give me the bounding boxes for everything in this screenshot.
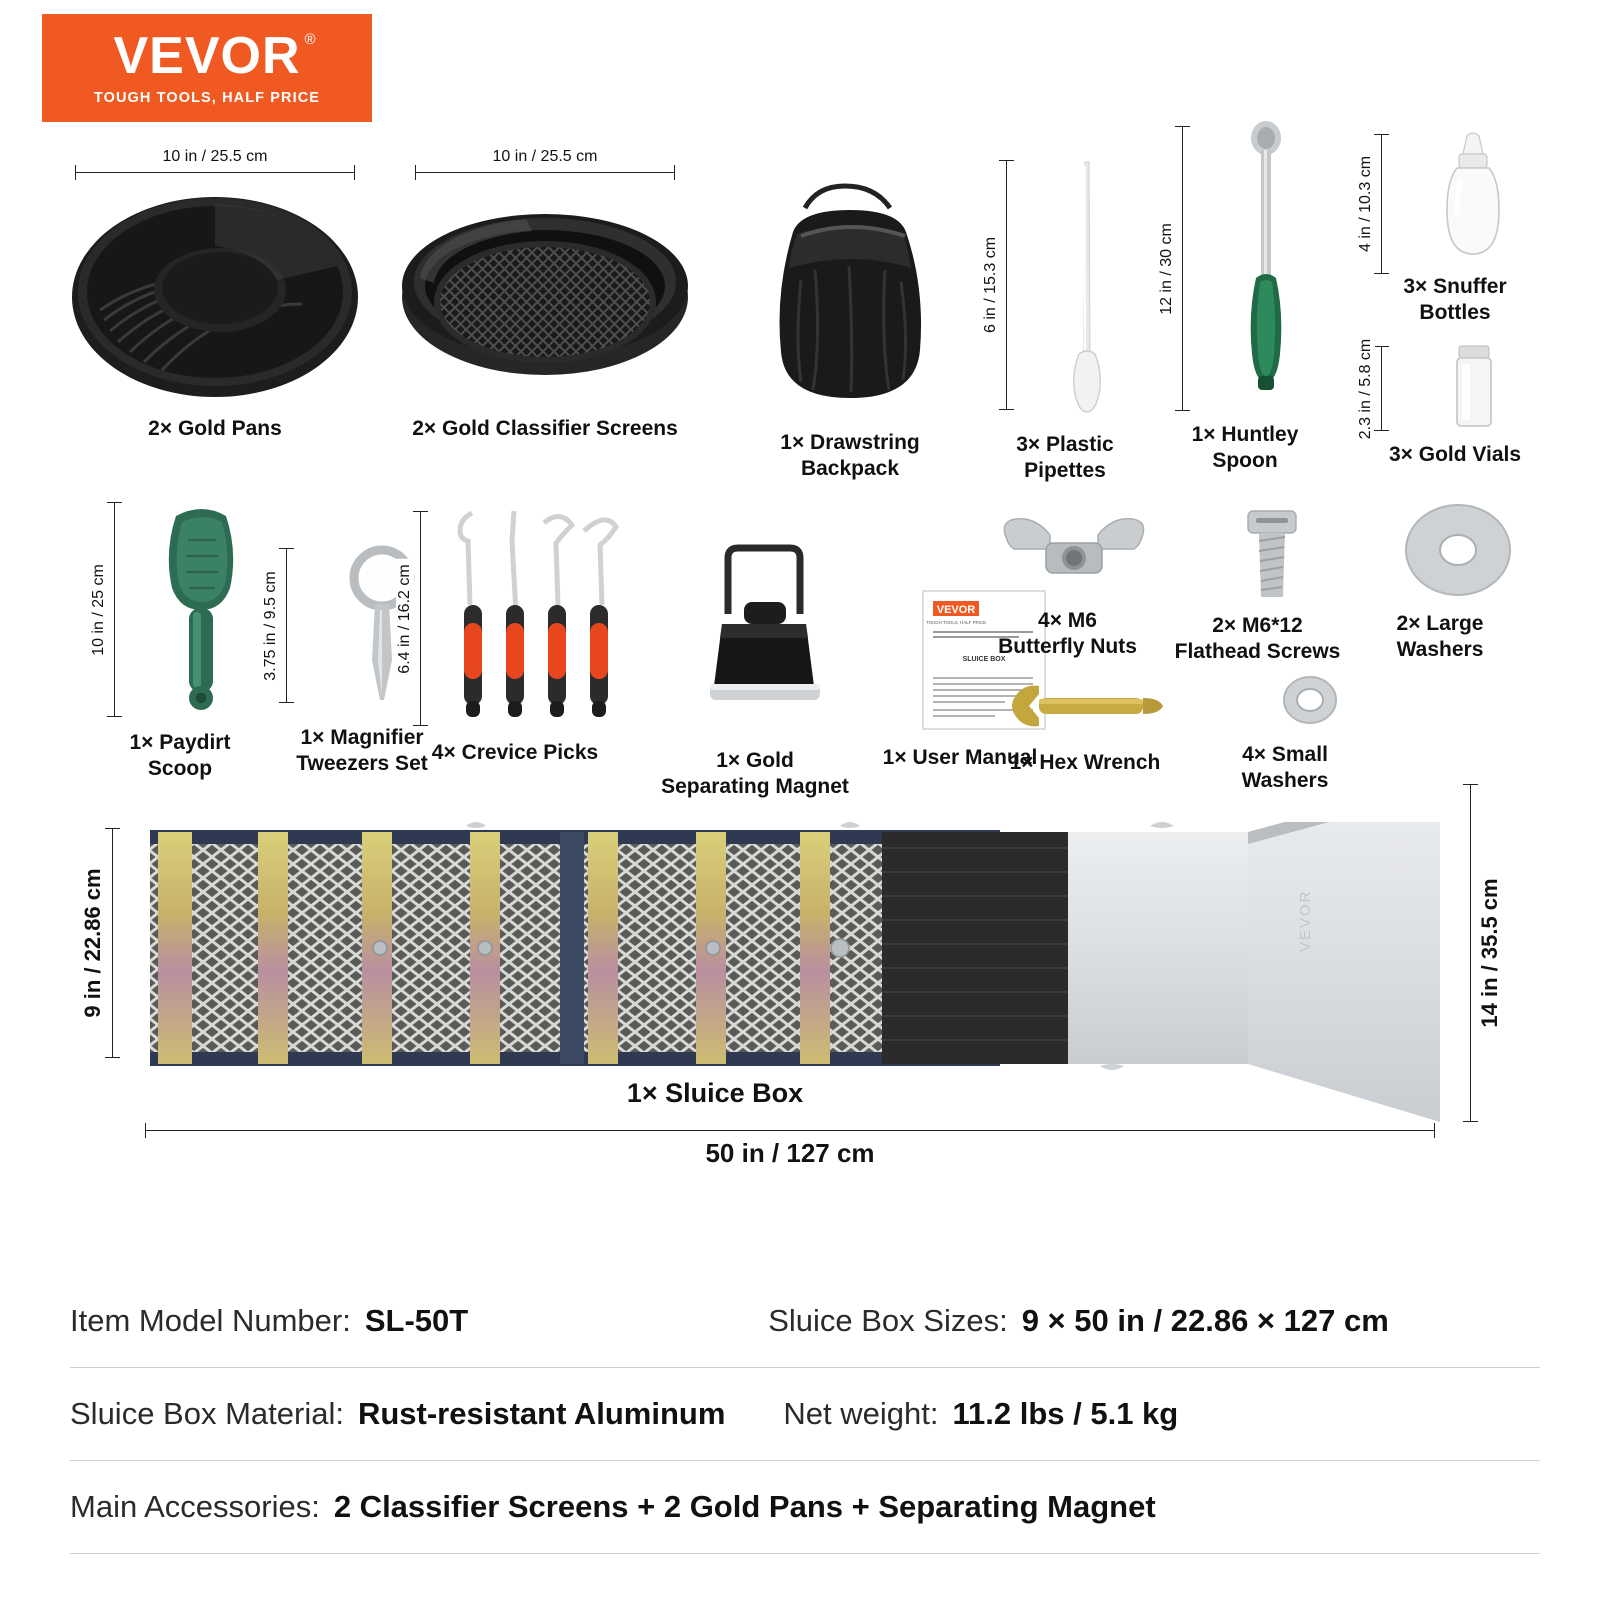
caption-butterfly-nuts-1: 4× M6: [1038, 609, 1097, 632]
caption-small-washers-2: Washers: [1241, 768, 1329, 792]
caption-flathead-screws-1: 2× M6*12: [1212, 614, 1303, 637]
caption-drawstring-backpack-1: 1× Drawstring: [780, 431, 920, 454]
spec-label-weight: Net weight:: [783, 1396, 939, 1431]
item-plastic-pipettes: [982, 150, 1140, 483]
brand-tagline: TOUGH TOOLS, HALF PRICE: [93, 90, 321, 106]
sluice-box-section: [0, 800, 1600, 1220]
registered-mark: ®: [304, 31, 317, 48]
caption-gold-pans: 2× Gold Pans: [148, 417, 282, 440]
butterfly-nut-image: [994, 515, 1154, 600]
caption-separating-magnet-1: 1× Gold: [716, 749, 794, 772]
caption-magnifier-1: 1× Magnifier: [300, 726, 424, 749]
caption-separating-magnet-2: Separating Magnet: [661, 774, 849, 798]
item-classifier-screens: [400, 148, 690, 442]
spec-value-sizes: 9 × 50 in / 22.86 × 127 cm: [1021, 1303, 1389, 1338]
item-separating-magnet: [640, 540, 870, 799]
spec-row-material: [70, 1368, 1540, 1461]
caption-crevice-picks: 4× Crevice Picks: [431, 741, 599, 764]
spec-value-model: SL-50T: [364, 1303, 469, 1338]
caption-large-washers-2: Washers: [1396, 637, 1484, 661]
specification-table: [70, 1275, 1540, 1554]
caption-gold-vials: 3× Gold Vials: [1388, 443, 1522, 466]
small-washer-image: [1265, 670, 1355, 730]
caption-large-washers-1: 2× Large: [1396, 612, 1484, 635]
dimension-label: 10 in / 25.5 cm: [157, 148, 274, 166]
dimension-snuffer-bottles: [1357, 134, 1382, 274]
caption-pipettes-1: 3× Plastic: [1016, 433, 1114, 456]
caption-drawstring-backpack-2: Backpack: [800, 456, 900, 480]
dimension-label: 9 in / 22.86 cm: [80, 862, 106, 1023]
caption-snuffer-bottles-1: 3× Snuffer: [1403, 275, 1507, 298]
drawstring-backpack-image: [745, 160, 955, 420]
spec-value-accessories: 2 Classifier Screens + 2 Gold Pans + Separating Magnet: [333, 1489, 1156, 1524]
paydirt-scoop-image: [136, 500, 266, 720]
vevor-logo: [42, 14, 372, 122]
dimension-gold-pans: [75, 148, 355, 173]
spec-label-sizes: Sluice Box Sizes:: [768, 1303, 1008, 1338]
item-butterfly-nuts: [975, 515, 1160, 659]
caption-paydirt-scoop-2: Scoop: [147, 756, 213, 780]
hex-wrench-image: [1005, 680, 1175, 740]
svg-text:VEVOR: VEVOR: [1297, 889, 1314, 952]
separating-magnet-image: [670, 540, 860, 740]
dimension-label: 50 in / 127 cm: [699, 1138, 880, 1169]
dimension-huntley-spoon: [1158, 126, 1183, 411]
caption-user-manual: 1× User Manual: [882, 746, 1038, 769]
spec-label-material: Sluice Box Material:: [70, 1396, 344, 1431]
gold-vial-image: [1415, 340, 1535, 436]
svg-text:TOUGH TOOLS, HALF PRICE: TOUGH TOOLS, HALF PRICE: [925, 620, 986, 625]
dimension-crevice-picks: [396, 511, 421, 726]
dimension-label: 14 in / 35.5 cm: [1477, 872, 1503, 1033]
item-drawstring-backpack: [740, 150, 960, 481]
flathead-screw-image: [1212, 505, 1332, 605]
dimension-label: 6.4 in / 16.2 cm: [396, 558, 414, 679]
dimension-label: 6 in / 15.3 cm: [982, 231, 1000, 339]
large-washer-image: [1398, 495, 1518, 605]
caption-small-washers-1: 4× Small: [1242, 743, 1328, 766]
dimension-label: 4 in / 10.3 cm: [1357, 150, 1375, 258]
dimension-label: 10 in / 25 cm: [90, 558, 108, 662]
dimension-sluice-height-left: [80, 828, 113, 1058]
dimension-label: 10 in / 25.5 cm: [487, 148, 604, 166]
item-gold-vials: [1355, 340, 1555, 468]
item-flathead-screws: [1170, 505, 1345, 664]
dimension-pipettes: [982, 160, 1007, 410]
caption-flathead-screws-2: Flathead Screws: [1174, 639, 1341, 663]
spec-row-model: [70, 1275, 1540, 1368]
item-large-washers: [1345, 495, 1535, 662]
spec-label-model: Item Model Number:: [70, 1303, 351, 1338]
crevice-picks-image: [432, 505, 632, 730]
svg-text:VEVOR: VEVOR: [936, 604, 975, 616]
dimension-paydirt-scoop: [90, 502, 115, 717]
caption-butterfly-nuts-2: Butterfly Nuts: [998, 634, 1137, 658]
item-paydirt-scoop: [90, 500, 270, 781]
pipette-image: [1023, 154, 1143, 424]
sluice-box-caption: 1× Sluice Box: [626, 1078, 804, 1108]
dimension-gold-vials: [1357, 338, 1382, 439]
spec-label-accessories: Main Accessories:: [70, 1489, 320, 1524]
item-gold-pans: [70, 148, 360, 442]
item-small-washers: [1190, 670, 1380, 793]
item-crevice-picks: [396, 505, 630, 766]
caption-hex-wrench: 1× Hex Wrench: [1009, 751, 1161, 774]
item-snuffer-bottles: [1355, 128, 1555, 325]
dimension-classifier-screens: [415, 148, 675, 173]
caption-classifier-screens: 2× Gold Classifier Screens: [412, 417, 678, 440]
dimension-label: 2.3 in / 5.8 cm: [1357, 332, 1375, 445]
huntley-spoon-image: [1200, 118, 1330, 414]
spec-value-material: Rust-resistant Aluminum: [357, 1396, 726, 1431]
dimension-label: 3.75 in / 9.5 cm: [262, 565, 280, 686]
dimension-label: 12 in / 30 cm: [1158, 217, 1176, 321]
caption-snuffer-bottles-2: Bottles: [1419, 300, 1491, 324]
item-huntley-spoon: [1160, 118, 1330, 473]
caption-huntley-spoon-2: Spoon: [1212, 448, 1278, 472]
snuffer-bottle-image: [1415, 128, 1535, 268]
svg-text:SLUICE BOX: SLUICE BOX: [962, 656, 1005, 663]
caption-huntley-spoon-1: 1× Huntley: [1191, 423, 1299, 446]
caption-paydirt-scoop-1: 1× Paydirt: [129, 731, 231, 754]
caption-magnifier-2: Tweezers Set: [296, 751, 428, 775]
dimension-magnifier-tweezers: [262, 548, 287, 703]
brand-name: [113, 27, 317, 85]
caption-pipettes-2: Pipettes: [1024, 458, 1106, 482]
item-hex-wrench: [990, 680, 1180, 776]
classifier-screen-image: [400, 192, 690, 402]
gold-pan-image: [70, 192, 360, 402]
brand-name-text: VEVOR: [113, 27, 301, 85]
spec-value-weight: 11.2 lbs / 5.1 kg: [952, 1396, 1179, 1431]
spec-row-accessories: [70, 1461, 1540, 1554]
